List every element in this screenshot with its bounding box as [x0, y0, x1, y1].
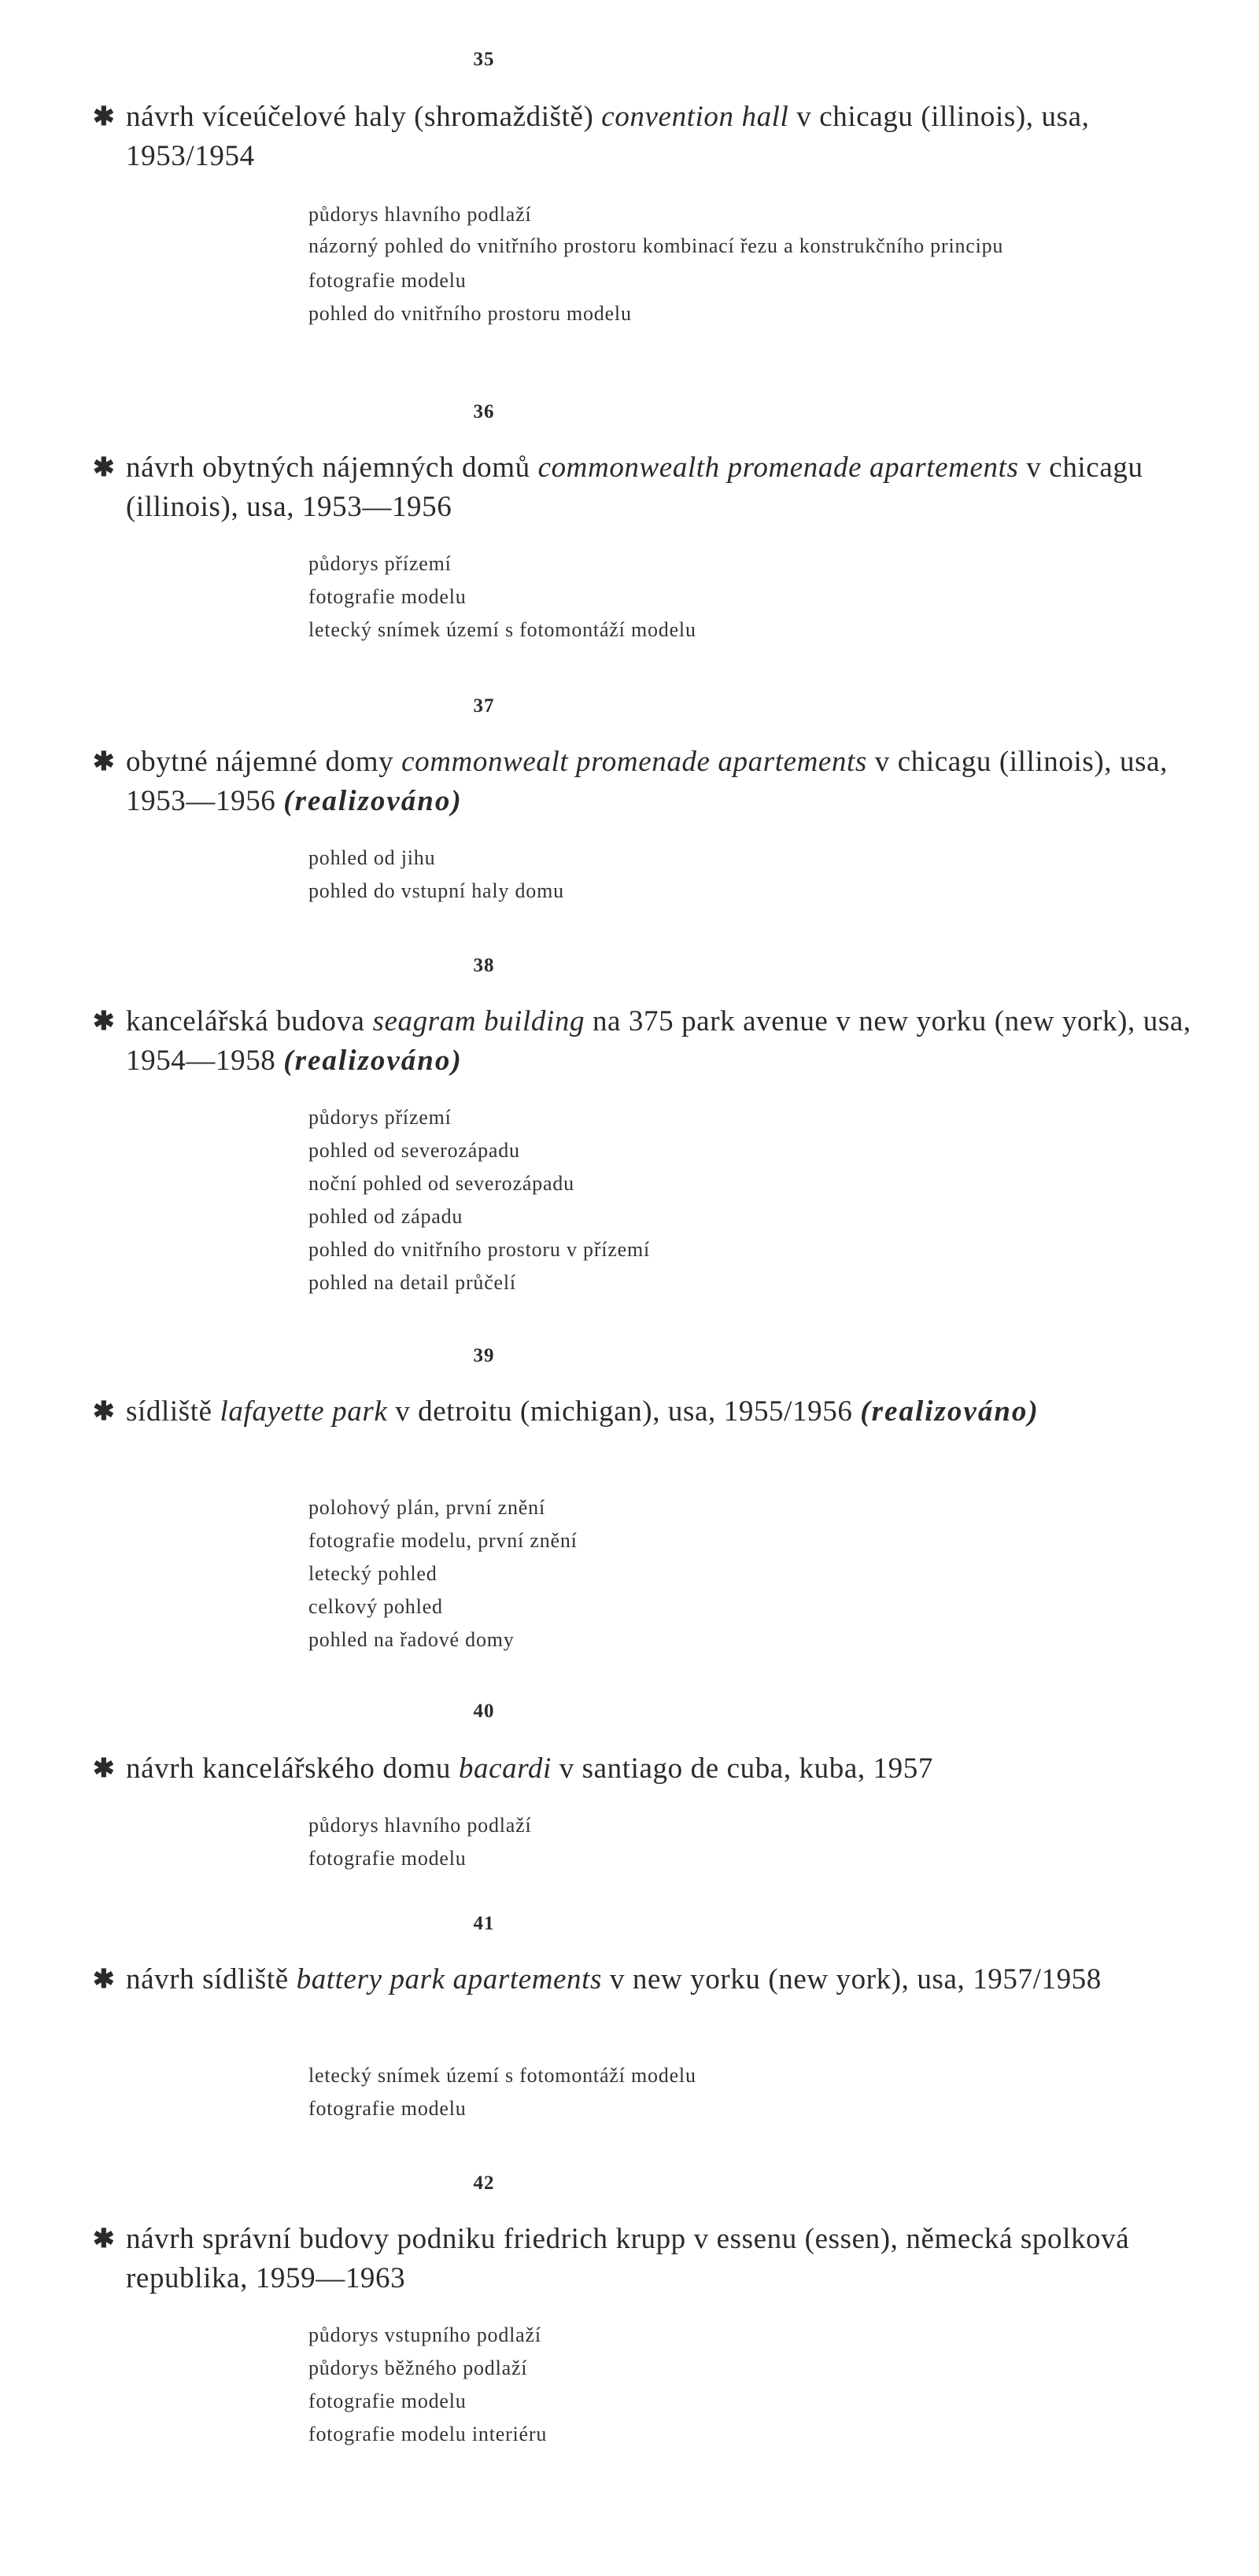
list-item: názorný pohled do vnitřního prostoru kombinací řezu a konstrukčního principu	[308, 234, 1004, 257]
list-item: fotografie modelu, první znění	[308, 1529, 578, 1552]
entry-title: ✱ návrh správní budovy podniku friedrich krupp v essenu (essen), německá spolková republika, 1959—1963	[126, 2220, 1196, 2298]
entry-title: ✱ návrh obytných nájemných domů commonwealth promenade apartements v chicagu (illinois), usa, 1953—1956	[126, 448, 1196, 527]
list-item: pohled na detail průčelí	[308, 1271, 516, 1294]
list-item: letecký snímek území s fotomontáží modelu	[308, 618, 696, 641]
list-item: pohled do vnitřního prostoru v přízemí	[308, 1238, 651, 1261]
list-item: letecký pohled	[308, 1562, 438, 1585]
list-item: půdorys přízemí	[308, 552, 452, 575]
entry-title: ✱ sídliště lafayette park v detroitu (michigan), usa, 1955/1956 (realizováno)	[126, 1392, 1196, 1432]
list-item: pohled od západu	[308, 1205, 463, 1228]
entry-number: 39	[473, 1345, 495, 1366]
illustration-list	[308, 2059, 1213, 2125]
entry-number: 38	[473, 955, 495, 976]
list-item: pohled do vstupní haly domu	[308, 879, 564, 902]
list-item: půdorys hlavního podlaží	[308, 1814, 532, 1837]
entry-number: 36	[473, 401, 495, 422]
asterisk-icon: ✱	[93, 454, 116, 482]
list-item: půdorys běžného podlaží	[308, 2357, 528, 2379]
asterisk-icon: ✱	[93, 748, 116, 776]
list-item: pohled od severozápadu	[308, 1139, 520, 1162]
list-item: fotografie modelu	[308, 269, 467, 292]
asterisk-icon: ✱	[93, 1755, 116, 1783]
entry-number: 42	[473, 2172, 495, 2194]
asterisk-icon: ✱	[93, 2225, 116, 2254]
list-item: fotografie modelu	[308, 585, 467, 608]
entry-title: ✱ obytné nájemné domy commonwealt promenade apartements v chicagu (illinois), usa, 1953—1956 (realizováno)	[126, 743, 1196, 821]
entry-number: 40	[473, 1701, 495, 1722]
illustration-list	[308, 547, 1213, 647]
list-item: fotografie modelu	[308, 2097, 467, 2120]
list-item: půdorys přízemí	[308, 1106, 452, 1129]
list-item: polohový plán, první znění	[308, 1496, 545, 1519]
entry-title: ✱ návrh víceúčelové haly (shromaždiště) convention hall v chicagu (illinois), usa, 1953/1954	[126, 98, 1196, 176]
list-item: fotografie modelu	[308, 2390, 467, 2412]
list-item: letecký snímek území s fotomontáží modelu	[308, 2064, 696, 2087]
illustration-list	[308, 842, 1213, 908]
entry-number: 35	[473, 49, 495, 70]
entry-title: ✱ návrh sídliště battery park apartements v new yorku (new york), usa, 1957/1958	[126, 1960, 1196, 1999]
asterisk-icon: ✱	[93, 1008, 116, 1036]
asterisk-icon: ✱	[93, 1398, 116, 1426]
entry-number: 41	[473, 1913, 495, 1934]
list-item: fotografie modelu	[308, 1847, 467, 1870]
list-item: pohled do vnitřního prostoru modelu	[308, 302, 632, 325]
asterisk-icon: ✱	[93, 103, 116, 131]
list-item: celkový pohled	[308, 1595, 443, 1618]
asterisk-icon: ✱	[93, 1966, 116, 1994]
entry-number: 37	[473, 695, 495, 717]
list-item: půdorys hlavního podlaží	[308, 203, 532, 226]
illustration-list	[308, 198, 1213, 330]
list-item: noční pohled od severozápadu	[308, 1172, 574, 1195]
list-item: pohled od jihu	[308, 846, 436, 869]
list-item: fotografie modelu interiéru	[308, 2423, 548, 2445]
entry-title: ✱ návrh kancelářského domu bacardi v santiago de cuba, kuba, 1957	[126, 1749, 1196, 1789]
entry-title: ✱ kancelářská budova seagram building na 375 park avenue v new yorku (new york), usa, 1954—1958 (realizováno)	[126, 1002, 1196, 1081]
illustration-list	[308, 1101, 1213, 1299]
list-item: půdorys vstupního podlaží	[308, 2324, 541, 2346]
illustration-list	[308, 1491, 1213, 1657]
illustration-list	[308, 1809, 1213, 1875]
illustration-list	[308, 2319, 1213, 2451]
list-item: pohled na řadové domy	[308, 1628, 515, 1651]
